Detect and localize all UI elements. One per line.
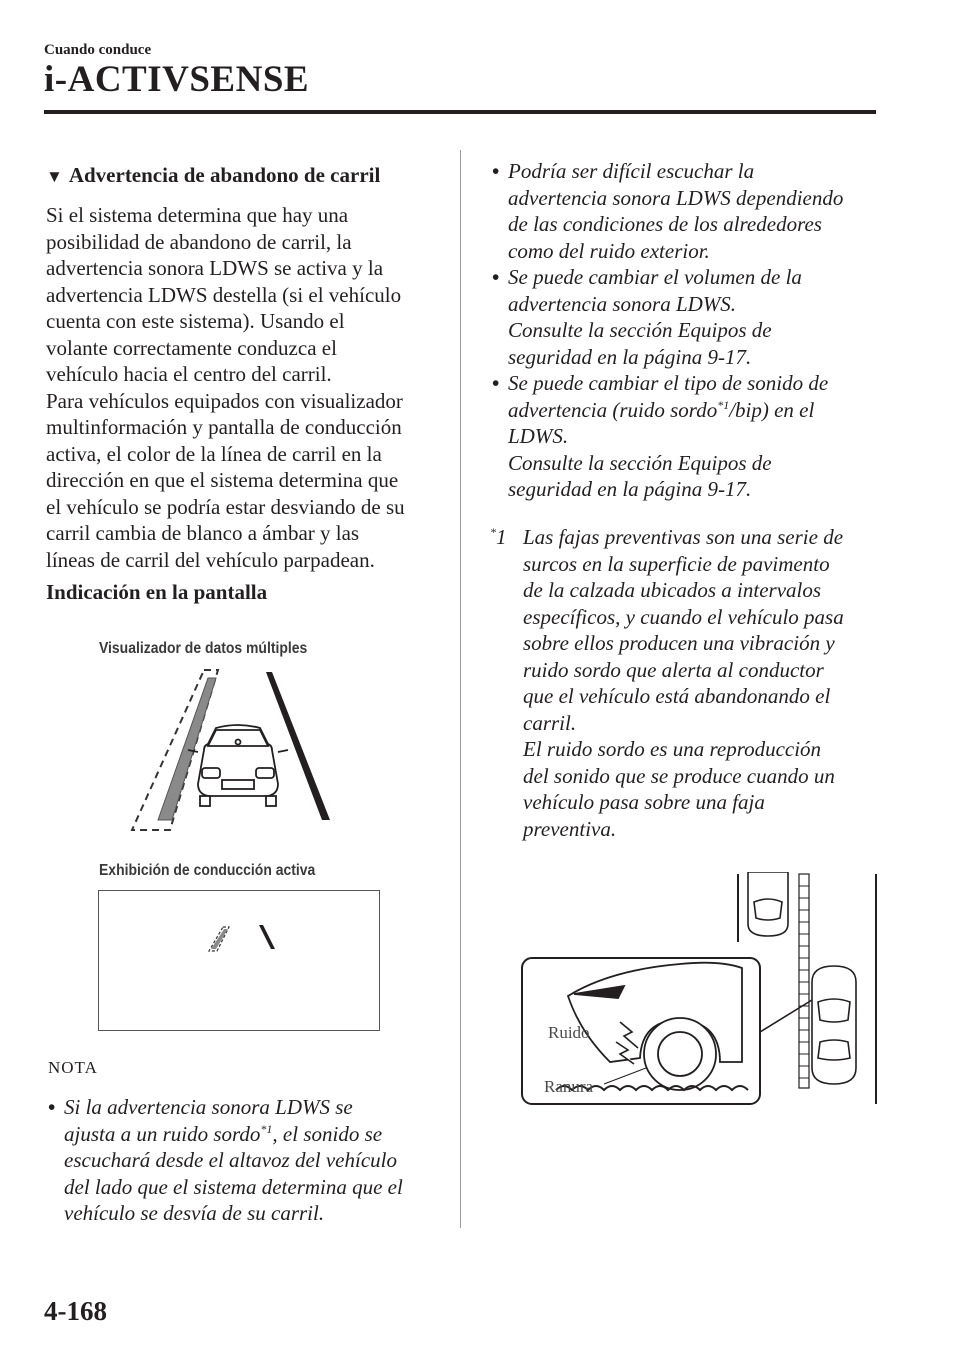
hud-right-lane-line <box>259 925 275 949</box>
display-indication-heading: Indicación en la pantalla <box>46 580 268 604</box>
footnote-ref: *1 <box>260 1121 273 1136</box>
footnote-line: carril. <box>523 710 577 735</box>
footnote-line: sobre ellos producen una vibración y <box>523 631 835 655</box>
footnote-line: El ruido sordo es una reproducción <box>523 737 822 761</box>
column-divider <box>460 150 461 1228</box>
note-line: seguridad en la página 9-17. <box>508 344 752 369</box>
footnote <box>490 524 882 842</box>
active-driving-display-label: Exhibición de conducción activa <box>99 862 316 879</box>
section-title: i-ACTIVSENSE <box>44 59 310 100</box>
note-line <box>508 397 880 424</box>
multi-info-display-label: Visualizador de datos múltiples <box>99 640 308 657</box>
paragraph-line: posibilidad de abandono de carril, la <box>46 229 352 254</box>
note-text: advertencia (ruido sordo <box>508 397 718 422</box>
note-line: Podría ser difícil escuchar la <box>508 159 755 183</box>
bullet-icon: • <box>492 265 500 289</box>
paragraph-line: volante correctamente conduzca el <box>46 335 337 360</box>
subsection-heading-text: Advertencia de abandono de carril <box>68 163 381 187</box>
paragraph-line: activa, el color de la línea de carril en la <box>46 441 382 466</box>
note-line <box>64 1121 446 1148</box>
footnote-asterisk: * <box>490 525 496 539</box>
heading-triangle-icon: ▼ <box>46 167 63 186</box>
note-line: vehículo se desvía de su carril. <box>64 1201 325 1225</box>
car-top-view-lower <box>812 966 856 1084</box>
body-paragraph <box>46 202 446 573</box>
footnote-marker <box>490 524 507 551</box>
paragraph-line: advertencia sonora LDWS se activa y la <box>46 256 384 280</box>
rumble-strip-illustration <box>520 872 890 1108</box>
page-number: 4-168 <box>44 1296 107 1326</box>
note-item <box>46 1094 446 1227</box>
paragraph-line: vehículo hacia el centro del carril. <box>46 362 332 386</box>
note-list-right <box>490 158 880 503</box>
footnote-number: 1 <box>496 525 507 549</box>
note-line: Consulte la sección Equipos de <box>508 318 772 342</box>
note-line: seguridad en la página 9-17. <box>508 477 752 501</box>
note-line: Se puede cambiar el volumen de la <box>508 265 802 289</box>
footnote-line: preventiva. <box>523 816 617 841</box>
paragraph-line: dirección en que el sistema determina que <box>46 468 399 492</box>
paragraph-line: carril cambia de blanco a ámbar y las <box>46 521 360 545</box>
note-text: ajusta a un ruido sordo <box>64 1121 261 1146</box>
note-line: advertencia sonora LDWS. <box>508 291 737 316</box>
note-line: Si la advertencia sonora LDWS se <box>64 1095 353 1119</box>
rumble-strip-band <box>799 874 809 1088</box>
note-label: NOTA <box>48 1058 98 1077</box>
footnote-body <box>490 524 882 842</box>
multi-info-display-illustration <box>118 664 338 834</box>
bullet-icon: • <box>492 371 500 395</box>
footnote-line: ruido sordo que alerta al conductor <box>523 657 824 682</box>
footnote-line: Las fajas preventivas son una serie de <box>523 525 844 549</box>
note-text: , el sonido se <box>272 1121 383 1146</box>
note-text: /bip) en el <box>729 397 815 422</box>
bullet-icon: • <box>48 1095 56 1119</box>
bullet-icon: • <box>492 159 500 183</box>
note-line: Se puede cambiar el tipo de sonido de <box>508 371 829 395</box>
groove-label: Ranura <box>544 1077 594 1096</box>
note-item <box>490 264 880 370</box>
note-line: Consulte la sección Equipos de <box>508 450 772 475</box>
paragraph-line: cuenta con este sistema). Usando el <box>46 309 345 333</box>
note-item <box>490 158 880 264</box>
note-line: del lado que el sistema determina que el <box>64 1174 403 1199</box>
footnote-line: del sonido que se produce cuando un <box>523 763 835 788</box>
note-line: LDWS. <box>508 424 569 448</box>
footnote-line: que el vehículo está abandonando el <box>523 684 831 708</box>
chapter-title: Cuando conduce <box>44 42 152 58</box>
paragraph-line: multinformación y pantalla de conducción <box>46 415 402 439</box>
note-line: escuchará desde el altavoz del vehículo <box>64 1148 397 1172</box>
noise-label: Ruido <box>548 1023 590 1042</box>
footnote-ref: *1 <box>717 397 730 412</box>
note-line: de las condiciones de los alrededores <box>508 212 822 236</box>
subsection-heading <box>46 160 380 192</box>
active-driving-display-box <box>98 890 380 1031</box>
note-list-left <box>46 1094 446 1227</box>
note-item <box>490 370 880 503</box>
car-top-view-upper <box>748 872 788 936</box>
paragraph-line: advertencia LDWS destella (si el vehículo <box>46 282 402 307</box>
footnote-line: específicos, y cuando el vehículo pasa <box>523 604 844 629</box>
car-rear-icon <box>188 725 288 806</box>
note-line: advertencia sonora LDWS dependiendo <box>508 185 844 210</box>
paragraph-line: Para vehículos equipados con visualizador <box>46 388 403 413</box>
paragraph-line: el vehículo se podría estar desviando de su <box>46 494 405 519</box>
footnote-line: vehículo pasa sobre una faja <box>523 790 765 814</box>
header-rule <box>44 110 876 114</box>
paragraph-line: líneas de carril del vehículo parpadean. <box>46 547 375 572</box>
footnote-line: de la calzada ubicados a intervalos <box>523 578 822 602</box>
footnote-line: surcos en la superficie de pavimento <box>523 551 830 576</box>
active-driving-display-illustration <box>99 891 379 1030</box>
paragraph-line: Si el sistema determina que hay una <box>46 203 349 227</box>
note-line: como del ruido exterior. <box>508 238 710 263</box>
